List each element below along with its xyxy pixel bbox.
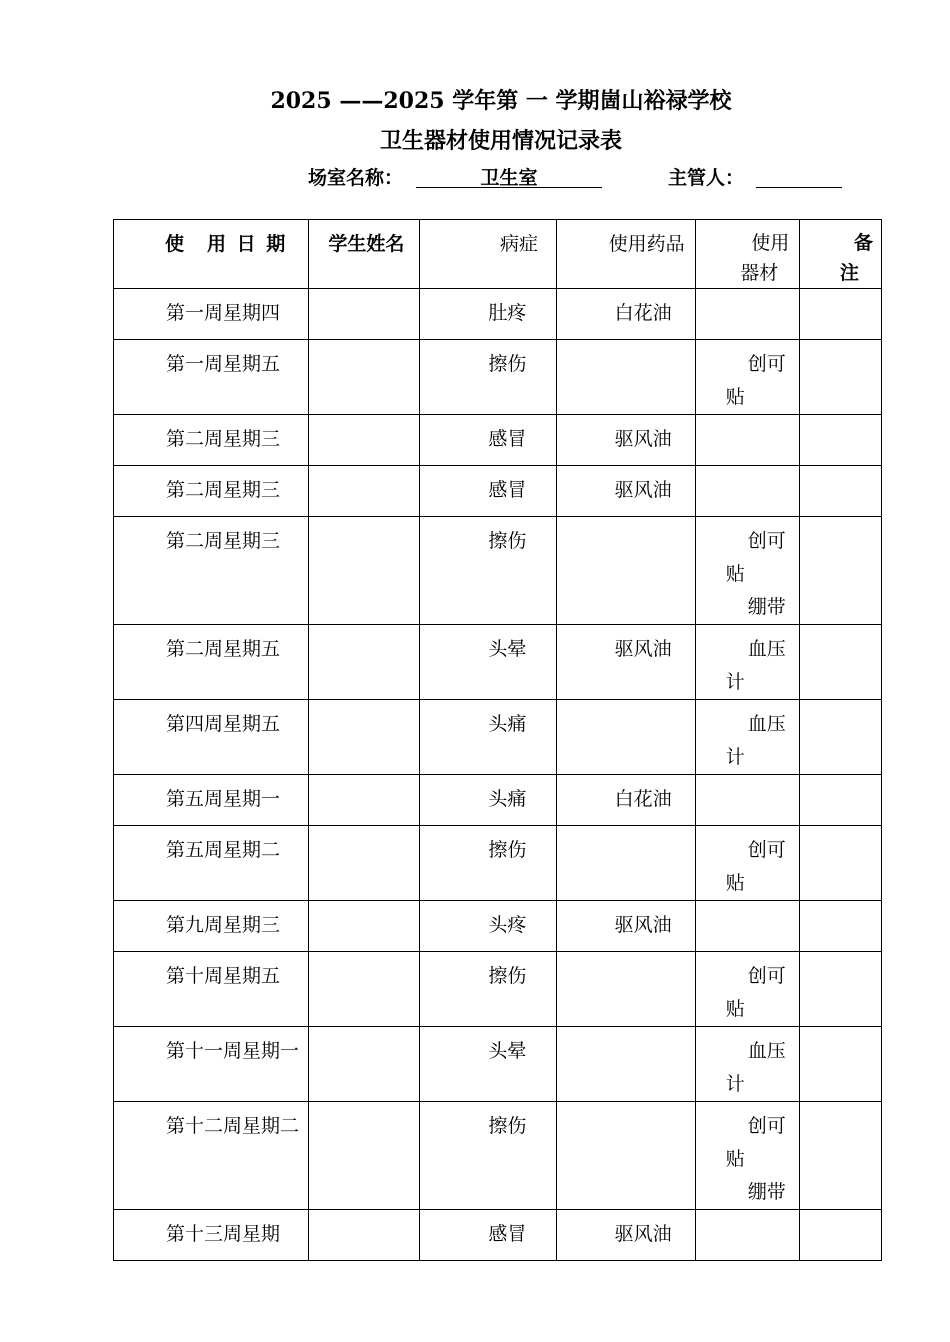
equipment-line: 血压	[747, 638, 786, 660]
header-medicine: 使用药品	[556, 220, 695, 289]
cell-date: 第二周星期三	[114, 517, 309, 625]
cell-student-name	[309, 775, 420, 826]
header-equipment: 使用 器材	[695, 220, 799, 289]
equipment-line: 计	[725, 1073, 745, 1095]
cell-equipment	[695, 517, 799, 625]
cell-note	[799, 1027, 881, 1102]
equipment-line: 绷带	[747, 1181, 786, 1203]
cell-equipment	[695, 952, 799, 1027]
equipment-line: 创可	[747, 1115, 786, 1137]
cell-illness: 头晕	[420, 1027, 556, 1102]
table-row	[114, 517, 882, 625]
cell-illness: 头晕	[420, 625, 556, 700]
cell-medicine	[556, 826, 695, 901]
equipment-line: 贴	[725, 872, 745, 894]
cell-equipment	[695, 625, 799, 700]
cell-note	[799, 1210, 881, 1261]
cell-student-name	[309, 625, 420, 700]
equipment-line: 贴	[725, 998, 745, 1020]
cell-equipment	[695, 466, 799, 517]
cell-student-name	[309, 901, 420, 952]
cell-illness: 肚疼	[420, 289, 556, 340]
table-row	[114, 1027, 882, 1102]
cell-illness: 头疼	[420, 901, 556, 952]
equipment-line: 创可	[747, 530, 786, 552]
equipment-line: 创可	[747, 353, 786, 375]
cell-date: 第一周星期五	[114, 340, 309, 415]
cell-student-name	[309, 1210, 420, 1261]
cell-date: 第十三周星期	[114, 1210, 309, 1261]
cell-medicine: 驱风油	[556, 415, 695, 466]
table-row	[114, 1210, 882, 1261]
cell-note	[799, 517, 881, 625]
cell-note	[799, 625, 881, 700]
table-row	[114, 775, 882, 826]
cell-equipment	[695, 415, 799, 466]
table-row	[114, 901, 882, 952]
cell-note	[799, 340, 881, 415]
table-row	[114, 340, 882, 415]
cell-note	[799, 826, 881, 901]
equipment-line: 贴	[725, 386, 745, 408]
cell-student-name	[309, 415, 420, 466]
cell-medicine	[556, 700, 695, 775]
equipment-line: 血压	[747, 713, 786, 735]
room-name-value: 卫生室	[416, 163, 602, 188]
cell-student-name	[309, 466, 420, 517]
cell-date: 第十二周星期二	[114, 1102, 309, 1210]
cell-medicine: 白花油	[556, 289, 695, 340]
cell-illness: 擦伤	[420, 517, 556, 625]
table-row	[114, 826, 882, 901]
header-student-name: 学生姓名	[309, 220, 420, 289]
table-row	[114, 1102, 882, 1210]
cell-equipment	[695, 289, 799, 340]
cell-student-name	[309, 826, 420, 901]
cell-student-name	[309, 289, 420, 340]
cell-equipment	[695, 1027, 799, 1102]
equipment-line: 贴	[725, 1148, 745, 1170]
cell-medicine: 驱风油	[556, 625, 695, 700]
cell-note	[799, 289, 881, 340]
cell-date: 第九周星期三	[114, 901, 309, 952]
cell-illness: 感冒	[420, 1210, 556, 1261]
cell-note	[799, 775, 881, 826]
equipment-line: 血压	[747, 1040, 786, 1062]
cell-date: 第四周星期五	[114, 700, 309, 775]
room-name-label: 场室名称：	[308, 167, 404, 189]
cell-medicine: 驱风油	[556, 466, 695, 517]
manager-value	[756, 163, 842, 188]
cell-note	[799, 700, 881, 775]
equipment-line: 绷带	[747, 596, 786, 618]
cell-date: 第二周星期五	[114, 625, 309, 700]
table-header-row	[114, 220, 882, 289]
cell-medicine: 驱风油	[556, 901, 695, 952]
cell-note	[799, 901, 881, 952]
table-row	[114, 289, 882, 340]
cell-medicine	[556, 517, 695, 625]
cell-illness: 擦伤	[420, 1102, 556, 1210]
manager-label: 主管人：	[668, 167, 745, 189]
cell-illness: 感冒	[420, 415, 556, 466]
cell-equipment	[695, 340, 799, 415]
cell-medicine	[556, 1027, 695, 1102]
cell-student-name	[309, 1027, 420, 1102]
cell-date: 第十一周星期一	[114, 1027, 309, 1102]
cell-medicine	[556, 340, 695, 415]
table-row	[114, 625, 882, 700]
table-row	[114, 952, 882, 1027]
cell-illness: 擦伤	[420, 340, 556, 415]
document-title: 2025 ——2025 学年第 一 学期崮山裕禄学校	[270, 88, 732, 114]
header-date: 使 用 日 期	[114, 220, 309, 289]
cell-note	[799, 952, 881, 1027]
equipment-line: 贴	[725, 563, 745, 585]
table-row	[114, 466, 882, 517]
header-illness: 病症	[420, 220, 556, 289]
cell-illness: 头痛	[420, 700, 556, 775]
table-row	[114, 415, 882, 466]
cell-student-name	[309, 340, 420, 415]
cell-date: 第二周星期三	[114, 466, 309, 517]
cell-date: 第五周星期二	[114, 826, 309, 901]
cell-student-name	[309, 1102, 420, 1210]
document-subtitle: 卫生器材使用情况记录表	[379, 128, 622, 154]
cell-medicine: 驱风油	[556, 1210, 695, 1261]
usage-record-table	[113, 219, 882, 1261]
cell-equipment	[695, 775, 799, 826]
header-note: 备 注	[799, 220, 881, 289]
cell-student-name	[309, 700, 420, 775]
cell-illness: 擦伤	[420, 952, 556, 1027]
equipment-line: 创可	[747, 839, 786, 861]
cell-equipment	[695, 1210, 799, 1261]
cell-student-name	[309, 952, 420, 1027]
cell-note	[799, 415, 881, 466]
cell-date: 第十周星期五	[114, 952, 309, 1027]
equipment-line: 计	[725, 671, 745, 693]
cell-medicine	[556, 1102, 695, 1210]
cell-equipment	[695, 901, 799, 952]
cell-date: 第五周星期一	[114, 775, 309, 826]
cell-note	[799, 466, 881, 517]
table-row	[114, 700, 882, 775]
cell-note	[799, 1102, 881, 1210]
cell-medicine: 白花油	[556, 775, 695, 826]
cell-equipment	[695, 826, 799, 901]
cell-illness: 擦伤	[420, 826, 556, 901]
cell-equipment	[695, 700, 799, 775]
cell-medicine	[556, 952, 695, 1027]
cell-illness: 头痛	[420, 775, 556, 826]
equipment-line: 创可	[747, 965, 786, 987]
cell-illness: 感冒	[420, 466, 556, 517]
equipment-line: 计	[725, 746, 745, 768]
cell-date: 第二周星期三	[114, 415, 309, 466]
cell-student-name	[309, 517, 420, 625]
cell-equipment	[695, 1102, 799, 1210]
cell-date: 第一周星期四	[114, 289, 309, 340]
